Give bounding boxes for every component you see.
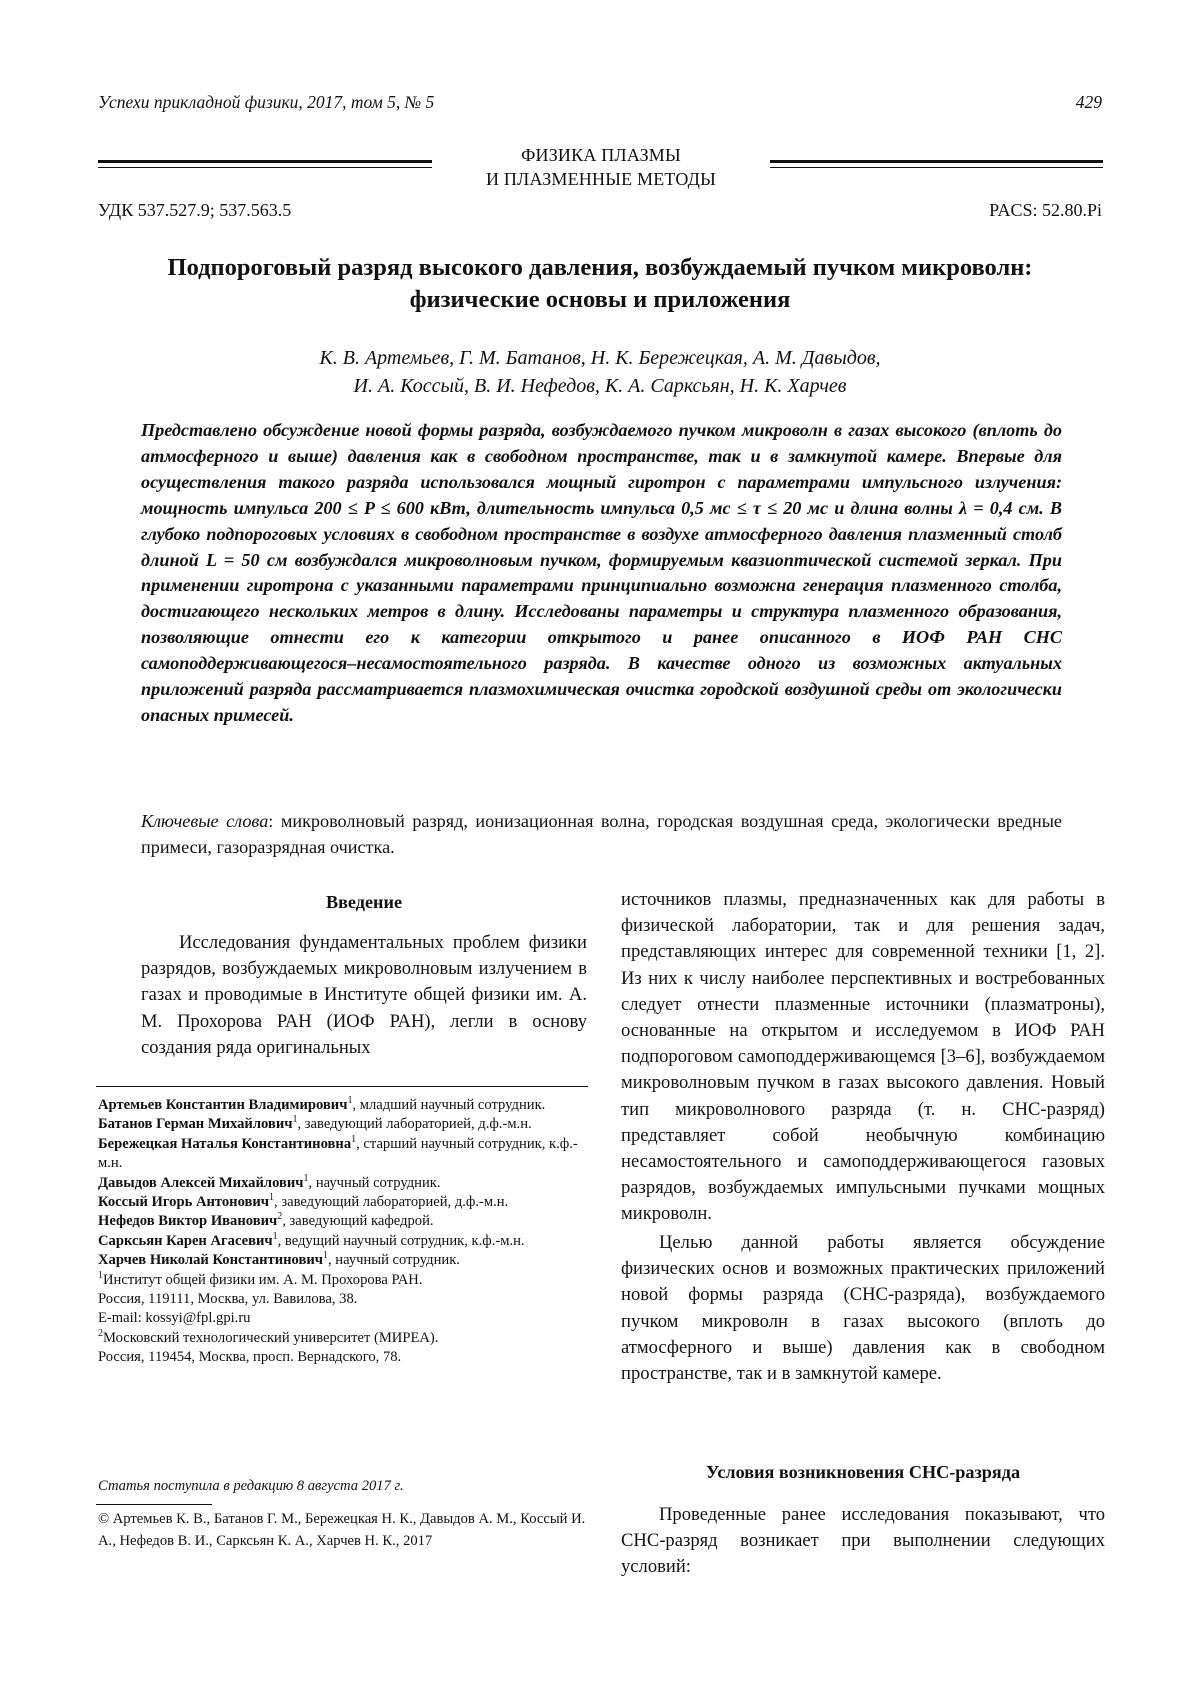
udc-code: УДК 537.527.9; 537.563.5 (98, 200, 292, 220)
authors-line1: К. В. Артемьев, Г. М. Батанов, Н. К. Бережецкая, А. М. Давыдов, (319, 347, 881, 369)
footnote-divider (96, 1086, 588, 1087)
author-footnotes (98, 1096, 588, 1368)
author-footnote: Коссый Игорь Антонович$^1$, заведующий лабораторией, д.ф.-м.н. (98, 1192, 509, 1211)
author-footnote: Артемьев Константин Владимирович$^1$, младший научный сотрудник. (98, 1095, 546, 1113)
authors-line2: И. А. Коссый, В. И. Нефедов, К. А. Сарксьян, Н. К. Харчев (353, 375, 847, 397)
affiliation-2-address: Россия, 119454, Москва, просп. Вернадского, 78. (98, 1349, 402, 1366)
pacs-code: PACS: 52.80.Pi (989, 200, 1102, 220)
author-footnote: Сарксьян Карен Агасевич$^1$, ведущий научный сотрудник, к.ф.-м.н. (98, 1230, 525, 1249)
article-title (90, 252, 1110, 316)
intro-heading: Введение (325, 892, 403, 912)
section-heading-line1: ФИЗИКА ПЛАЗМЫ (521, 145, 681, 165)
header-rule-left (98, 160, 432, 172)
keywords-text: : микроволновый разряд, ионизационная волна, городская воздушная среда, экологически вредные примеси, газоразрядная очистка. (141, 811, 1063, 857)
section-heading-line2: И ПЛАЗМЕННЫЕ МЕТОДЫ (485, 169, 717, 189)
page-number: 429 (1075, 92, 1102, 112)
keywords (141, 808, 1062, 860)
contact-email: E-mail: kossyi@fpl.gpi.ru (98, 1310, 251, 1327)
author-footnote: Нефедов Виктор Иванович$^2$, заведующий кафедрой. (98, 1211, 434, 1230)
received-date: Статья поступила в редакцию 8 августа 2017 г. (98, 1478, 404, 1494)
affiliation-1: $^1$Институт общей физики им. А. М. Прохорова РАН. (98, 1269, 423, 1288)
keywords-label: Ключевые слова (141, 811, 269, 831)
author-footnote: Батанов Герман Михайлович$^1$, заведующий лабораторией, д.ф.-м.н. (98, 1114, 532, 1133)
authors (90, 344, 1110, 400)
author-footnote: Харчев Николай Константинович$^1$, научный сотрудник. (98, 1250, 460, 1269)
abstract: Представлено обсуждение новой формы разряда, возбуждаемого пучком микроволн в газах высокого (вплоть до атмосферного и выше) давления как в свободном пространстве, так и в замкнутой камере. Впервые для осуществления такого разряда использовался мощный гиротрон с параметрами импульсного излучения: мощность импульса 200 ≤ P ≤ 600 кВт, длительность импульса 0,5 мс ≤ τ ≤ 20 мс и длина волны λ = 0,4 см. В глубоко подпороговых условиях в свободном пространстве в воздухе атмосферного давления плазменный столб длиной L = 50 см возбуждался микроволновым пучком, формируемым квазиоптической системой зеркал. При применении гиротрона с указанными параметрами принципиально возможна генерация плазменного столба, достигающего нескольких метров в длину. Исследованы параметры и структура плазменного образования, позволяющие отнести его к категории открытого и ранее описанного в ИОФ РАН СНС самоподдерживающегося–несамостоятельного разряда. В качестве одного из возможных актуальных приложений разряда рассматривается плазмохимическая очистка городской воздушной среды от экологически опасных примесей. (141, 420, 1062, 725)
conditions-heading: Условия возникновения СНС-разряда (705, 1462, 1021, 1482)
right-paragraph-2: Целью данной работы является обсуждение физических основ и возможных практических приложений новой формы разряда (СНС-разряда), возбуждаемого пучком микроволн в газах высокого (вплоть до атмосферного и выше) давления как в свободном пространстве, так и в замкнутой камере. (621, 1232, 1105, 1385)
intro-paragraph: Исследования фундаментальных проблем физики разрядов, возбуждаемых микроволновым излучением в газах и проводимые в Институте общей физики им. А. М. Прохорова РАН (ИОФ РАН), легли в основу создания ряда оригинальных (141, 932, 587, 1058)
affiliation-1-address: Россия, 119111, Москва, ул. Вавилова, 38. (98, 1291, 358, 1308)
copyright-divider (96, 1504, 212, 1505)
article-title-line1: Подпороговый разряд высокого давления, возбуждаемый пучком микроволн: (167, 254, 1033, 281)
section-heading (440, 143, 762, 191)
copyright: © Артемьев К. В., Батанов Г. М., Бережецкая Н. К., Давыдов А. М., Коссый И. А., Нефедов В. И., Сарксьян К. А., Харчев Н. К., 2017 (98, 1511, 586, 1549)
author-footnote: Бережецкая Наталья Константиновна$^1$, старший научный сотрудник, к.ф.-м.н. (98, 1133, 578, 1172)
journal-header: Успехи прикладной физики, 2017, том 5, № 5 (98, 92, 435, 112)
affiliation-2: $^2$Московский технологический университет (МИРЕА). (98, 1328, 439, 1346)
right-paragraph-3: Проведенные ранее исследования показывают, что СНС-разряд возникает при выполнении следующих условий: (621, 1504, 1105, 1578)
author-footnote: Давыдов Алексей Михайлович$^1$, научный сотрудник. (98, 1172, 441, 1191)
right-paragraph-1: источников плазмы, предназначенных как для работы в физической лаборатории, так и для решения задач, представляющих интерес для современной техники [1, 2]. Из них к числу наиболее перспективных и востребованных следует отнести плазменные источники (плазматроны), основанные на открытом и исследуемом в ИОФ РАН подпороговом самоподдерживающемся [3–6], возбуждаемом микроволновым пучком в газах высокого давления. Новый тип микроволнового разряда (т. н. СНС-разряд) представляет собой необычную комбинацию несамостоятельного и самоподдерживающегося газовых разрядов, возбуждаемых импульсными пучками мощных микроволн. (621, 889, 1105, 1225)
article-title-line2: физические основы и приложения (409, 286, 791, 313)
header-rule-right (770, 160, 1103, 172)
author-footnote-list (98, 1096, 588, 1271)
